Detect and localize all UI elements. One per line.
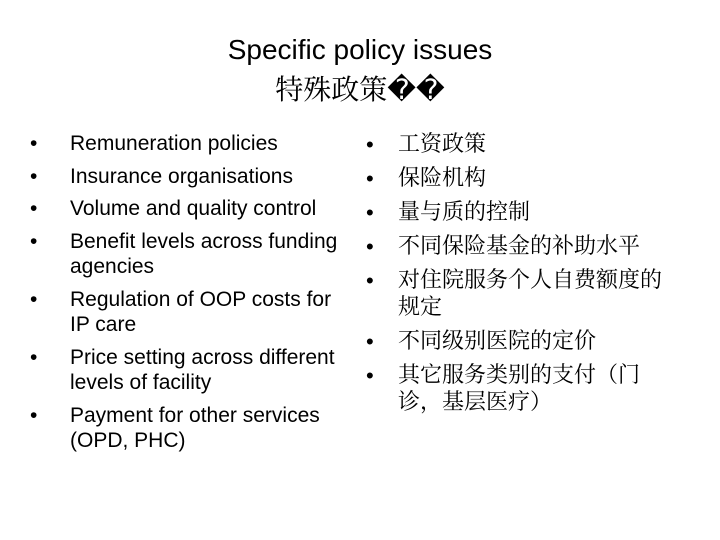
list-item-text: 工资政策 [398,132,487,157]
list-item [28,345,348,396]
list-item [362,165,662,192]
list-item-text: Benefit levels across funding agencies [70,229,338,278]
list-item-text: 不同级别医院的定价 [398,329,597,354]
list-item-text: Volume and quality control [70,197,317,220]
list-item [362,362,662,416]
english-bullet-list [28,131,348,461]
title-english: Specific policy issues [227,34,493,65]
bullet-icon: • [366,363,374,388]
list-item [28,164,348,190]
bullet-icon: • [30,287,38,311]
bullet-icon: • [30,132,38,155]
list-item-text: 不同保险基金的补助水平 [398,234,641,259]
bullet-icon: • [366,268,374,293]
list-item-text: 对住院服务个人自费额度的规定 [398,268,663,320]
list-item [28,196,348,222]
list-item [28,131,348,157]
list-item-text: 其它服务类别的支付（门诊，基层医疗） [398,363,641,415]
list-item [362,131,662,158]
bullet-icon: • [366,200,374,225]
bullet-icon: • [366,132,374,157]
list-item [362,328,662,355]
chinese-bullet-list [362,131,662,423]
list-item [362,233,662,260]
list-item [362,199,662,226]
list-item-text: Remuneration policies [70,132,278,155]
list-item [28,403,348,454]
bullet-icon: • [30,197,38,220]
bullet-icon: • [366,234,374,259]
bullet-icon: • [30,403,38,427]
slide-title [0,30,720,110]
list-item-text: 量与质的控制 [398,200,531,225]
list-item-text: Regulation of OOP costs for IP care [70,287,332,336]
list-item [28,229,348,280]
bullet-icon: • [366,329,374,354]
list-item-text: Price setting across different levels of facility [70,345,335,394]
list-item-text: Payment for other services (OPD, PHC) [70,403,320,452]
title-chinese: 特殊政策�� [275,74,445,105]
bullet-icon: • [30,229,38,253]
list-item [28,287,348,338]
list-item-text: Insurance organisations [70,164,293,188]
bullet-icon: • [366,166,374,191]
bullet-icon: • [30,345,38,369]
bullet-icon: • [30,164,38,188]
list-item-text: 保险机构 [398,166,487,191]
list-item [362,267,662,321]
